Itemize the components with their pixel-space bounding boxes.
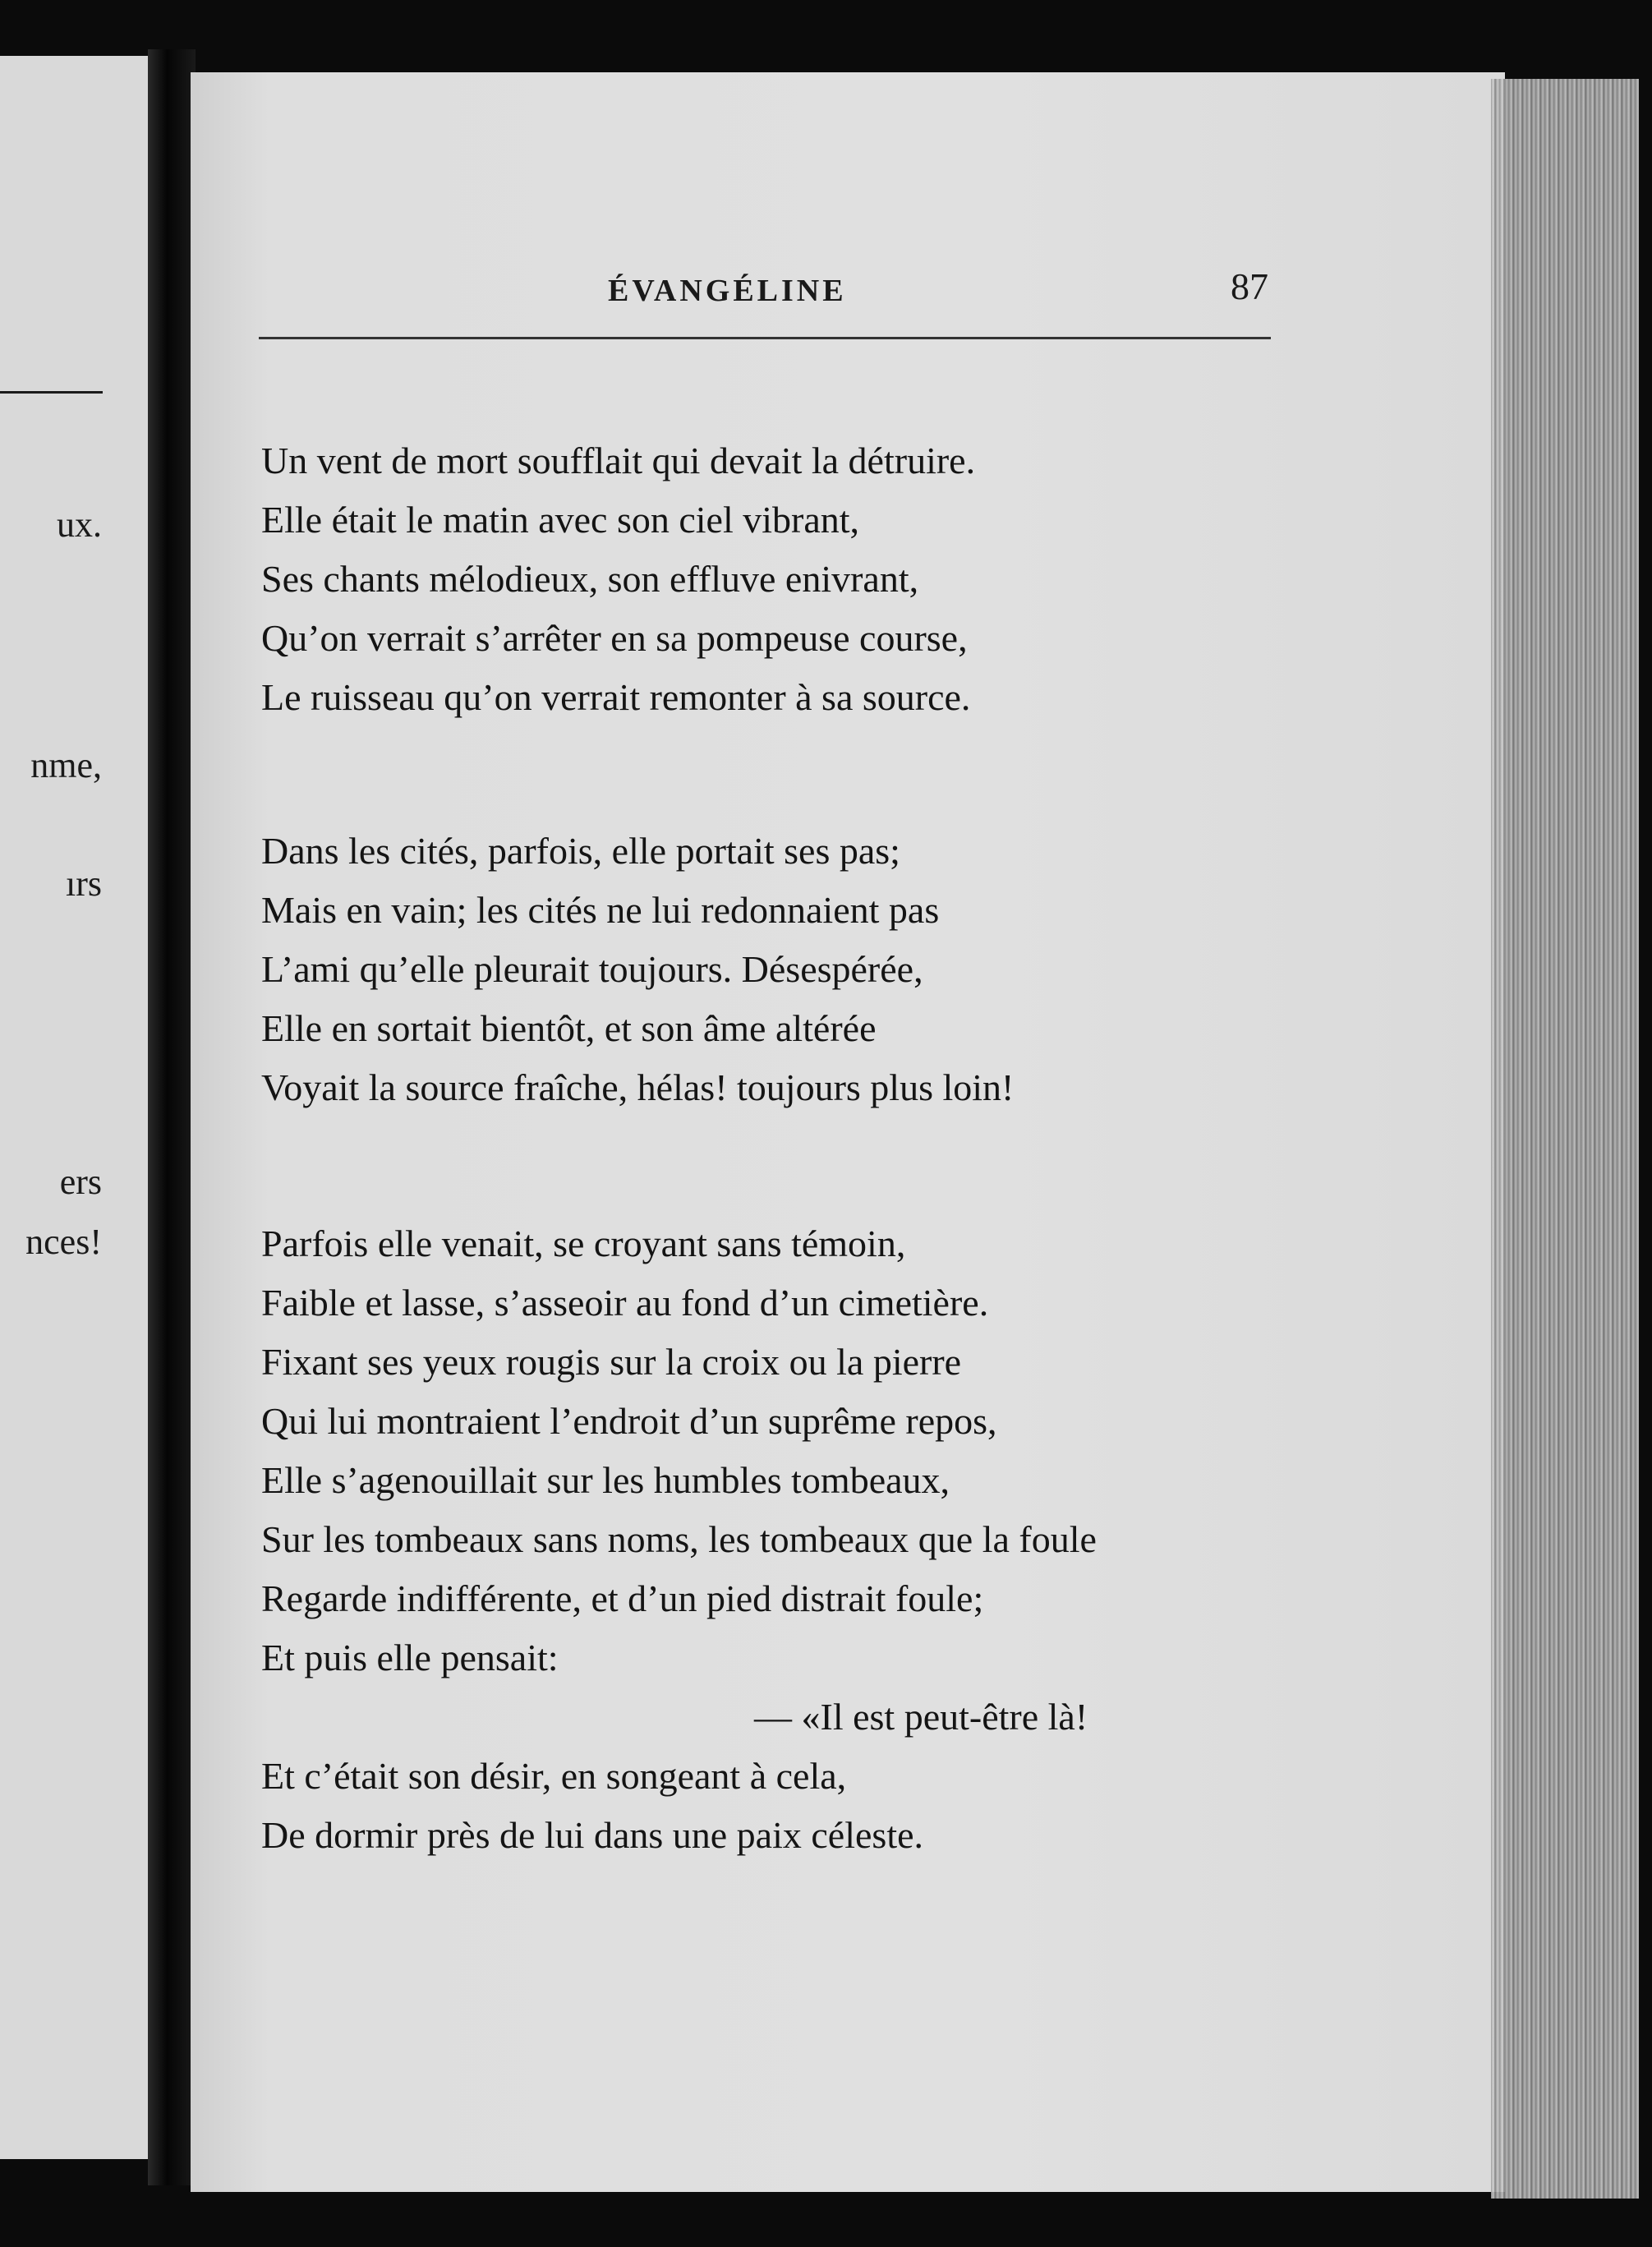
verse-line: Parfois elle venait, se croyant sans témoin, (261, 1222, 906, 1264)
previous-page-fragment (0, 56, 148, 2159)
verse-line: Faible et lasse, s’asseoir au fond d’un cimetière. (261, 1282, 989, 1324)
running-head: ÉVANGÉLINE (608, 274, 847, 308)
verse-line: Dans les cités, parfois, elle portait ses pas; (261, 830, 900, 872)
page-edges (1491, 79, 1639, 2199)
verse-line: Elle en sortait bientôt, et son âme altérée (261, 1007, 877, 1049)
verse-line: Le ruisseau qu’on verrait remonter à sa source. (261, 676, 971, 718)
previous-page-rule (0, 391, 103, 394)
verse-line: — «Il est peut-être là! (754, 1696, 1088, 1738)
previous-page-text: ux. (57, 504, 102, 545)
verse-line: Voyait la source fraîche, hélas! toujours plus loin! (261, 1066, 1015, 1108)
verse-line: Elle s’agenouillait sur les humbles tombeaux, (261, 1459, 950, 1501)
verse-line: Mais en vain; les cités ne lui redonnaient pas (261, 889, 940, 931)
verse-line: Sur les tombeaux sans noms, les tombeaux que la foule (261, 1518, 1097, 1560)
book-gutter (148, 49, 196, 2185)
verse-line: Et c’était son désir, en songeant à cela, (261, 1755, 847, 1797)
verse-line: Qui lui montraient l’endroit d’un suprême repos, (261, 1400, 997, 1442)
verse-line: Fixant ses yeux rougis sur la croix ou la pierre (261, 1341, 962, 1383)
verse-line: De dormir près de lui dans une paix céleste. (261, 1814, 924, 1856)
header-rule (259, 337, 1271, 339)
page-number: 87 (1231, 265, 1268, 307)
stanza (261, 431, 975, 727)
stanza (261, 822, 1014, 1117)
verse-line: Regarde indifférente, et d’un pied distrait foule; (261, 1577, 984, 1619)
verse-line: L’ami qu’elle pleurait toujours. Désespérée, (261, 948, 923, 990)
stanza (261, 1214, 1097, 1865)
previous-page-text: nces! (25, 1222, 102, 1262)
book-page (191, 72, 1505, 2192)
verse-line: Et puis elle pensait: (261, 1637, 559, 1678)
verse-line: Ses chants mélodieux, son effluve enivrant, (261, 558, 919, 600)
verse-line: Un vent de mort soufflait qui devait la détruire. (261, 440, 976, 481)
verse-line: Elle était le matin avec son ciel vibrant, (261, 499, 860, 541)
previous-page-text: nme, (30, 745, 102, 785)
previous-page-text: ırs (66, 863, 102, 904)
previous-page-text: ers (59, 1162, 102, 1202)
verse-line: Qu’on verrait s’arrêter en sa pompeuse course, (261, 617, 968, 659)
